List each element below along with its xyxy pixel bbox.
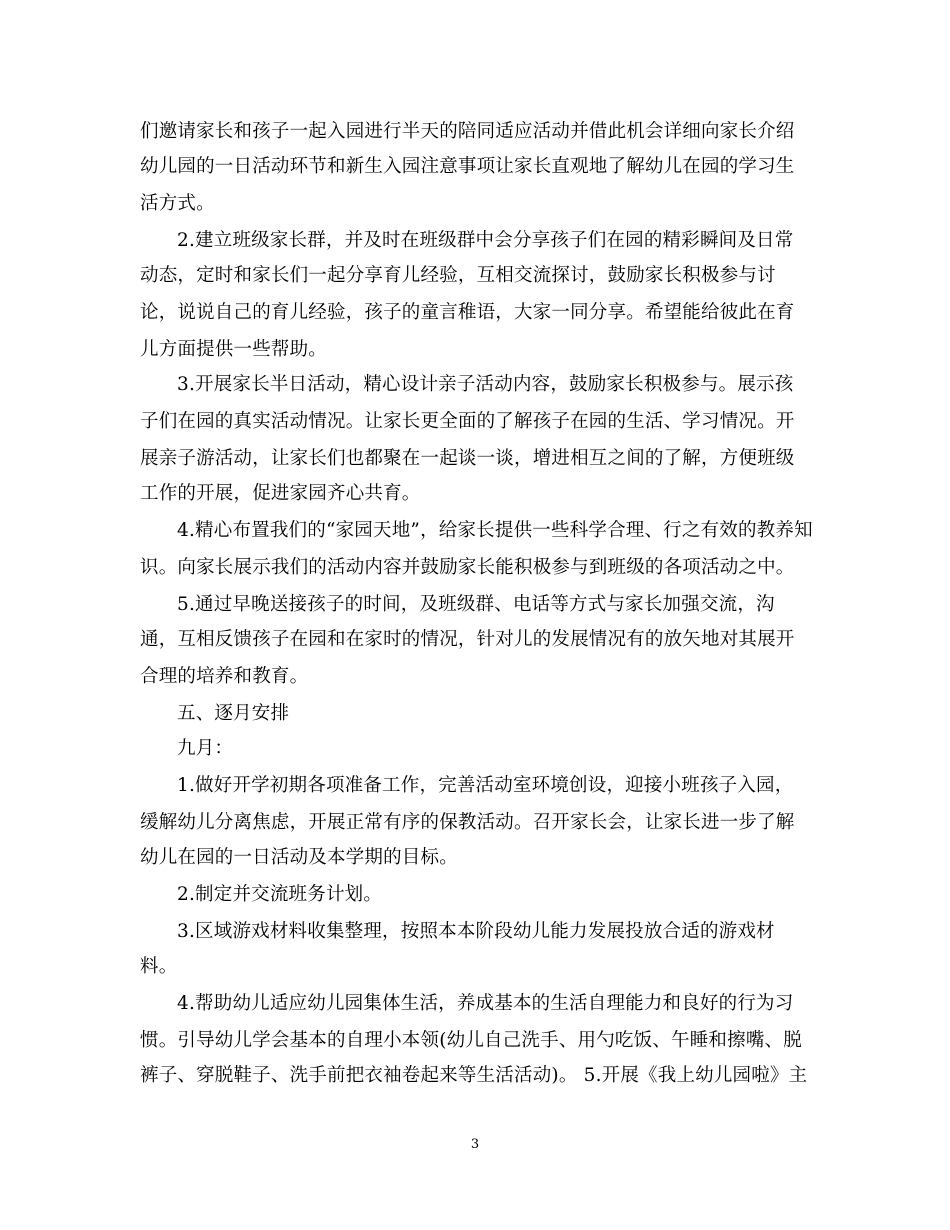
text-line: 动态，定时和家长们一起分享育儿经验，互相交流探讨，鼓励家长积极参与讨: [140, 265, 776, 286]
month-heading: 九月：: [177, 738, 234, 759]
text-line: 2.建立班级家长群，并及时在班级群中会分享孩子们在园的精彩瞬间及日常: [177, 230, 794, 251]
text-line: 1.做好开学初期各项准备工作，完善活动室环境创设，迎接小班孩子入园，: [177, 775, 794, 796]
text-line: 料。: [140, 956, 178, 977]
section-heading: 五、逐月安排: [177, 703, 290, 724]
text-line: 子们在园的真实活动情况。让家长更全面的了解孩子在园的生活、学习情况。开: [140, 411, 795, 432]
text-line: 5.通过早晚送接孩子的时间，及班级群、电话等方式与家长加强交流，沟: [177, 594, 775, 615]
text-line: 惯。引导幼儿学会基本的自理小本领(幼儿自己洗手、用勺吃饭、午睡和擦嘴、脱: [140, 1030, 802, 1051]
text-line: 活方式。: [140, 193, 215, 214]
text-line: 4.帮助幼儿适应幼儿园集体生活，养成基本的生活自理能力和良好的行为习: [177, 993, 794, 1014]
text-line: 4.精心布置我们的“家园天地”，给家长提供一些科学合理、行之有效的教养知: [177, 520, 813, 541]
text-line: 裤子、穿脱鞋子、洗手前把衣袖卷起来等生活活动)。 5.开展《我上幼儿园啦》主: [140, 1065, 808, 1086]
text-line: 幼儿在园的一日活动及本学期的目标。: [140, 847, 458, 868]
text-line: 2.制定并交流班务计划。: [177, 884, 383, 905]
text-line: 们邀请家长和孩子一起入园进行半天的陪同适应活动并借此机会详细向家长介绍: [140, 121, 795, 142]
text-line: 合理的培养和教育。: [140, 666, 309, 687]
text-line: 幼儿园的一日活动环节和新生入园注意事项让家长直观地了解幼儿在园的学习生: [140, 156, 795, 177]
text-line: 展亲子游活动，让家长们也都聚在一起谈一谈，增进相互之间的了解，方便班级: [140, 448, 795, 469]
text-line: 儿方面提供一些帮助。: [140, 339, 328, 360]
text-line: 3.区域游戏材料收集整理，按照本本阶段幼儿能力发展投放合适的游戏材: [177, 921, 775, 942]
page-number: 3: [470, 1137, 480, 1152]
text-line: 3.开展家长半日活动，精心设计亲子活动内容，鼓励家长积极参与。展示孩: [177, 374, 794, 395]
text-line: 论，说说自己的育儿经验，孩子的童言稚语，大家一同分享。希望能给彼此在育: [140, 302, 795, 323]
text-line: 识。向家长展示我们的活动内容并鼓励家长能积极参与到班级的各项活动之中。: [140, 557, 795, 578]
text-line: 通，互相反馈孩子在园和在家时的情况，针对儿的发展情况有的放矢地对其展开: [140, 629, 795, 650]
text-line: 工作的开展，促进家园齐心共育。: [140, 483, 421, 504]
text-line: 缓解幼儿分离焦虑，开展正常有序的保教活动。召开家长会，让家长进一步了解: [140, 812, 795, 833]
